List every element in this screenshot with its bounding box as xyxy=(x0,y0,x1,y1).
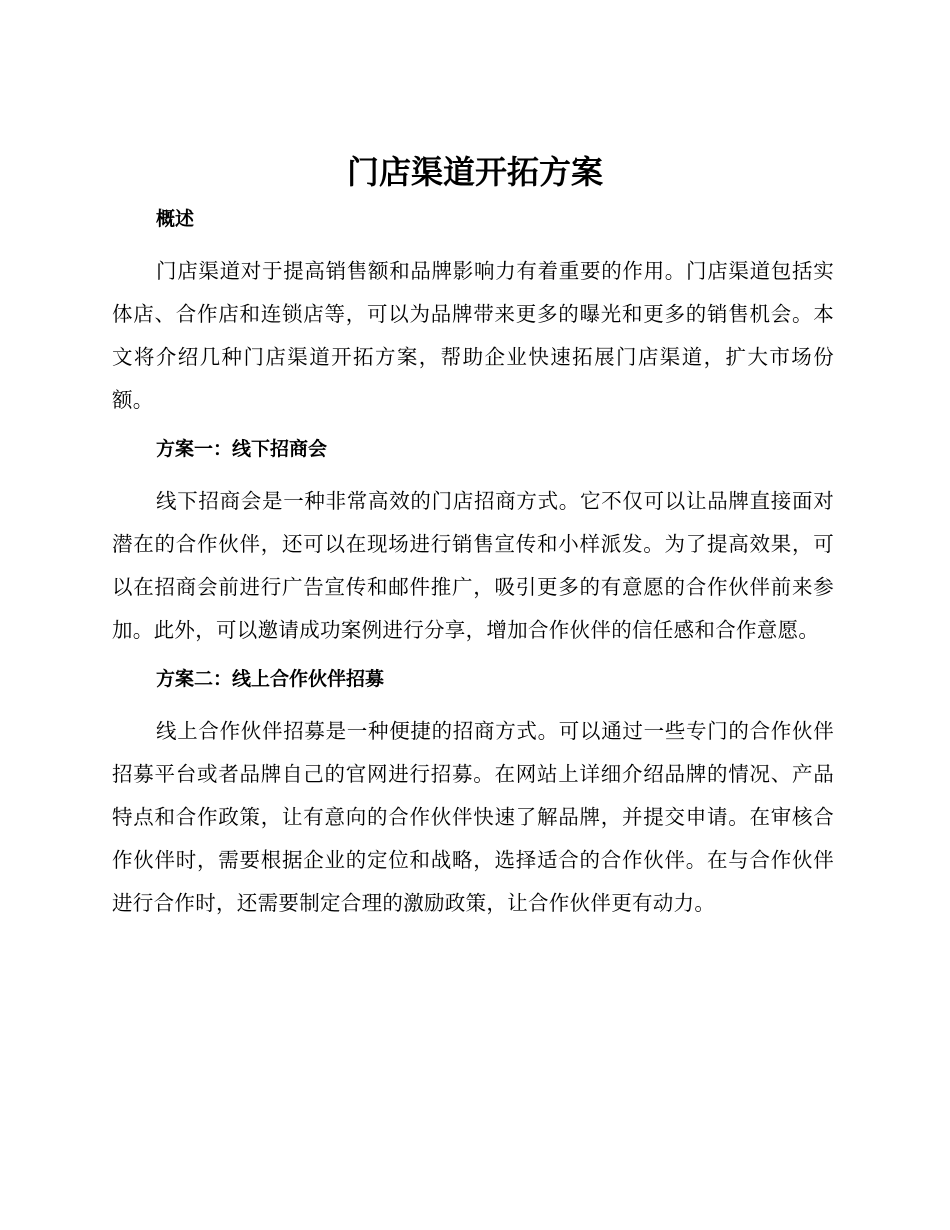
section-plan-one xyxy=(112,428,834,658)
document-body xyxy=(112,198,834,925)
section-heading: 概述 xyxy=(156,208,195,230)
document-title: 门店渠道开拓方案 xyxy=(346,153,603,191)
section-paragraph: 线上合作伙伴招募是一种便捷的招商方式。可以通过一些专门的合作伙伴招募平台或者品牌自己的官网进行招募。在网站上详细介绍品牌的情况、产品特点和合作政策，让有意向的合作伙伴快速了解品牌，并提交申请。在审核合作伙伴时，需要根据企业的定位和战略，选择适合的合作伙伴。在与合作伙伴进行合作时，还需要制定合理的激励政策，让合作伙伴更有动力。 xyxy=(112,719,834,915)
section-plan-two xyxy=(112,658,834,925)
section-overview xyxy=(112,198,834,428)
section-heading: 方案一：线下招商会 xyxy=(156,438,328,460)
section-paragraph: 线下招商会是一种非常高效的门店招商方式。它不仅可以让品牌直接面对潜在的合作伙伴，还可以在现场进行销售宣传和小样派发。为了提高效果，可以在招商会前进行广告宣传和邮件推广，吸引更多的有意愿的合作伙伴前来参加。此外，可以邀请成功案例进行分享，增加合作伙伴的信任感和合作意愿。 xyxy=(112,489,834,642)
section-paragraph: 门店渠道对于提高销售额和品牌影响力有着重要的作用。门店渠道包括实体店、合作店和连锁店等，可以为品牌带来更多的曝光和更多的销售机会。本文将介绍几种门店渠道开拓方案，帮助企业快速拓展门店渠道，扩大市场份额。 xyxy=(112,259,834,412)
section-heading: 方案二：线上合作伙伴招募 xyxy=(156,668,385,690)
